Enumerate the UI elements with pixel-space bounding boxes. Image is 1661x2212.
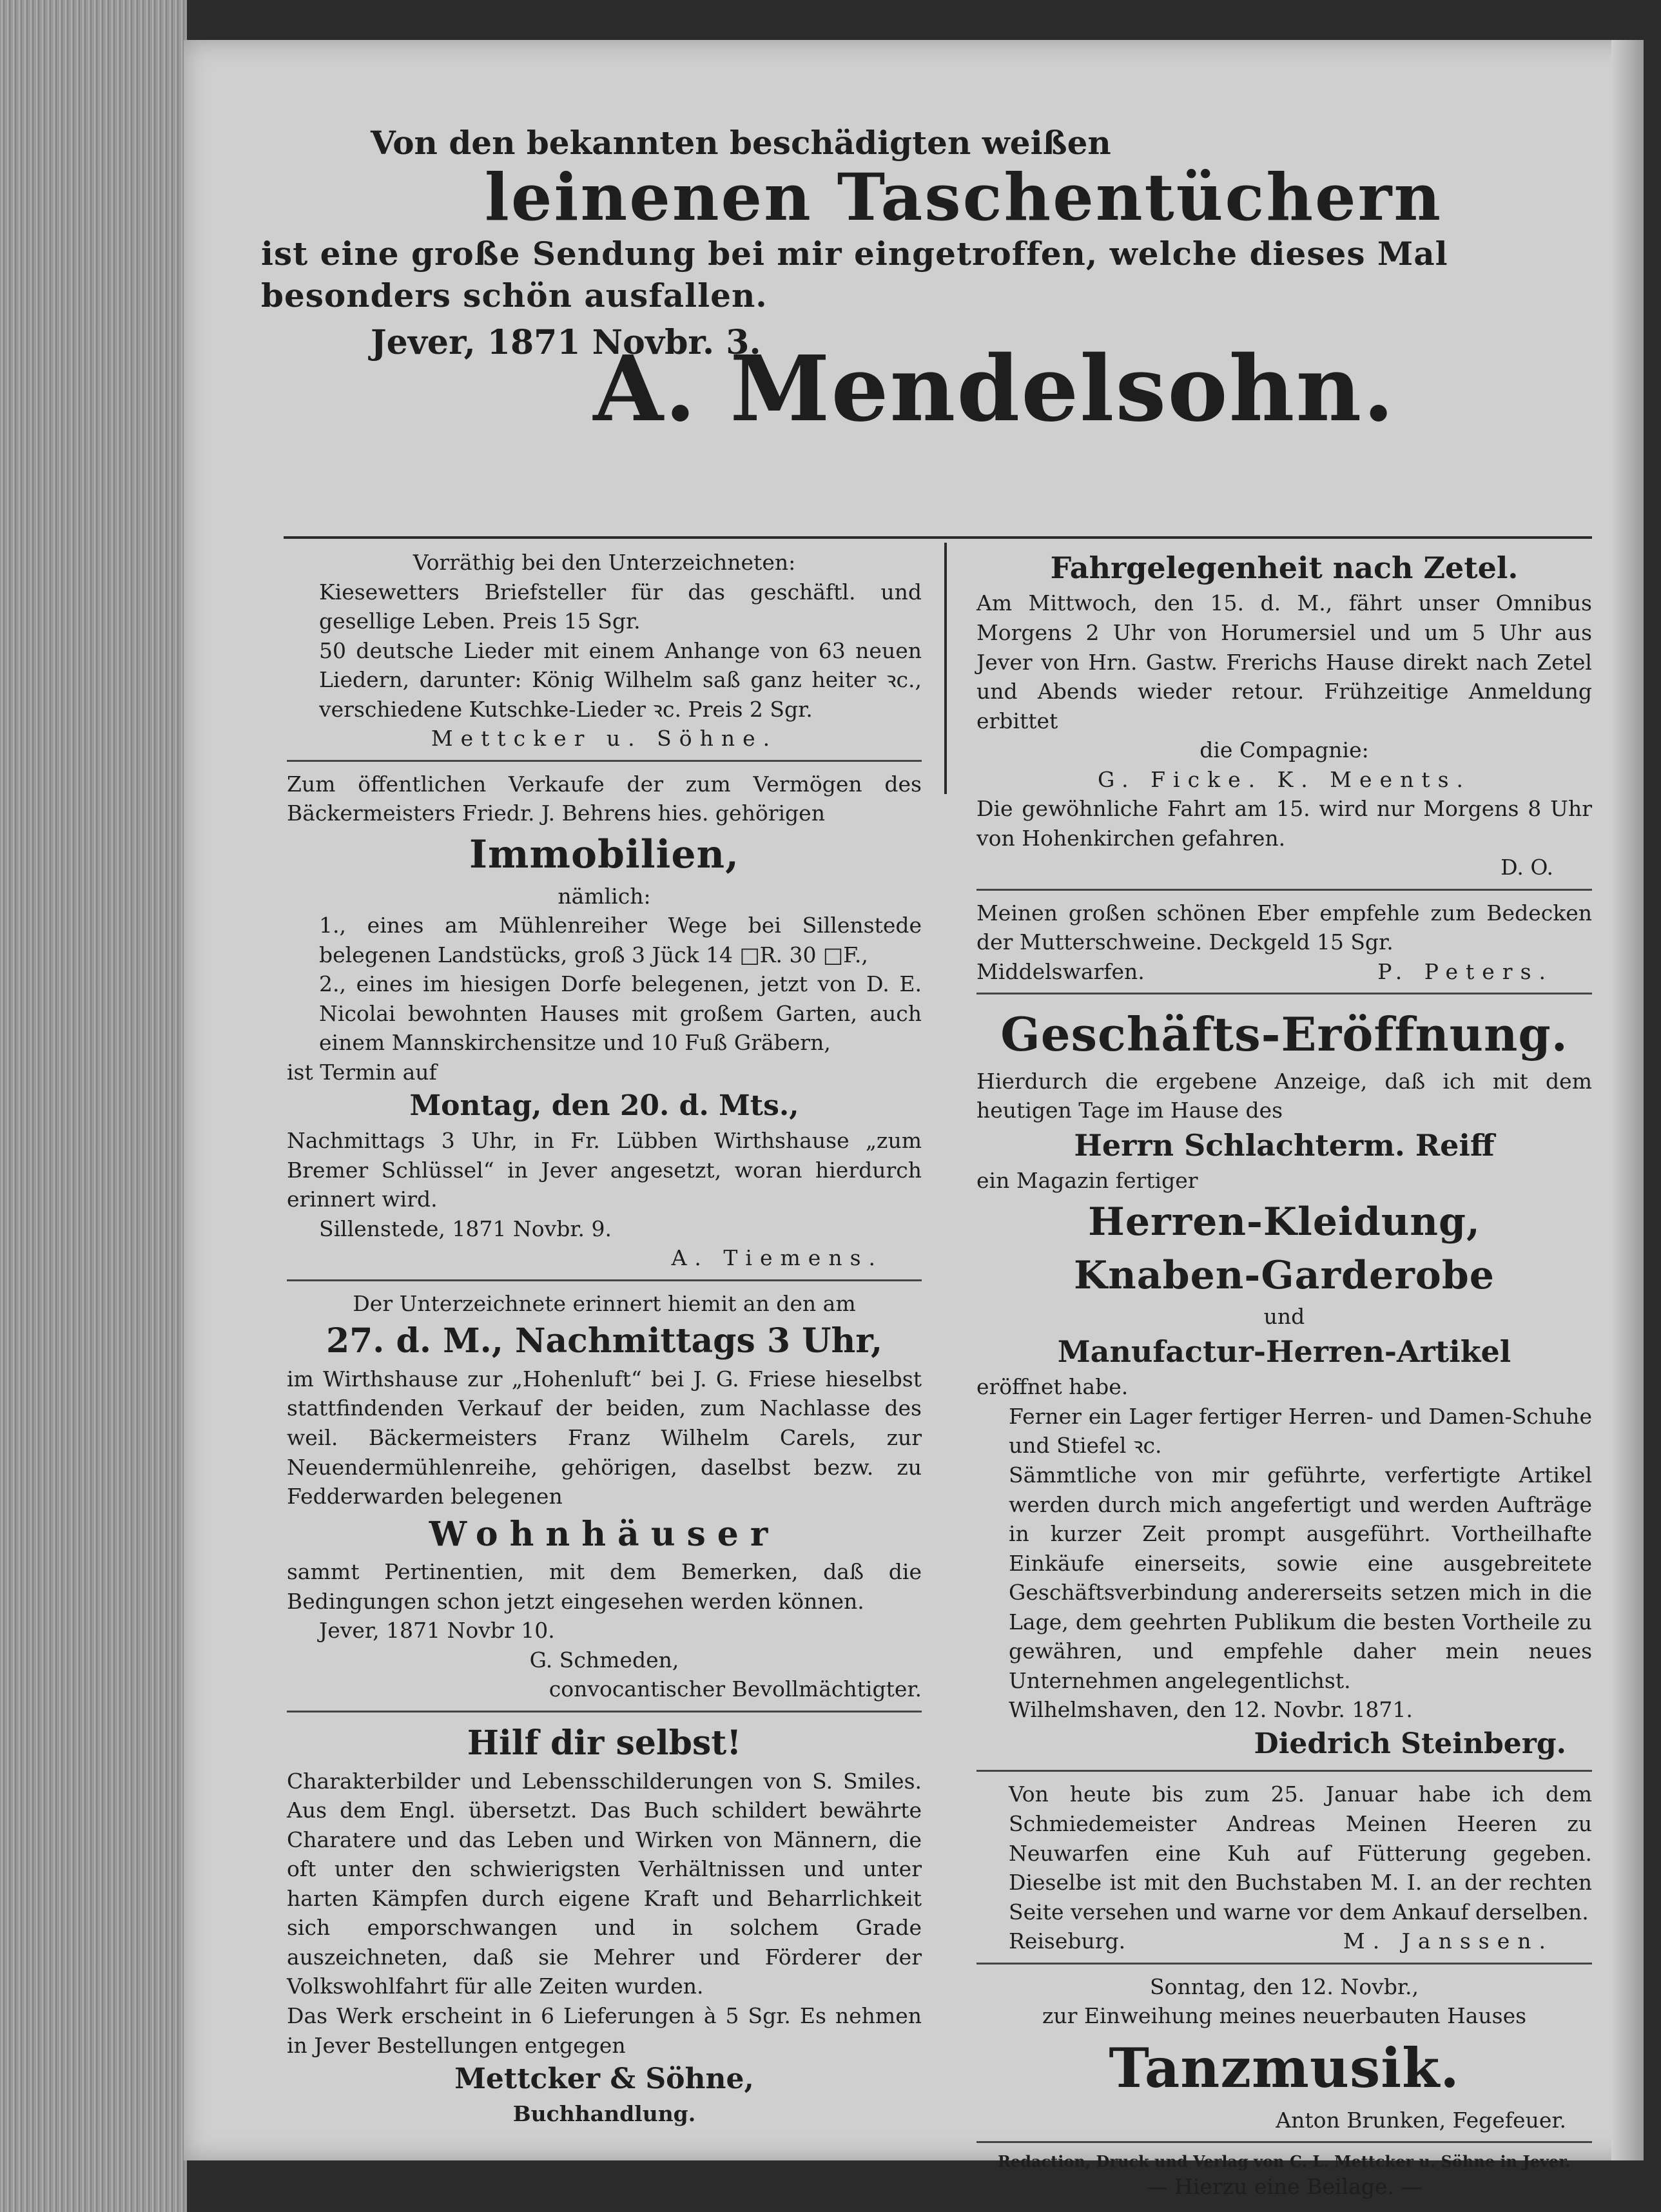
section-divider	[284, 536, 1592, 539]
ad-text: Nachmittags 3 Uhr, in Fr. Lübben Wirthshause „zum Bremer Schlüssel“ in Jever angesetzt, woran hierdurch erinnert wird.	[287, 1128, 922, 1212]
ad-eber	[976, 895, 1592, 995]
book-page-edges	[0, 0, 187, 2212]
ad-text: 50 deutsche Lieder mit einem Anhange von 63 neuen Liedern, darunter: König Wilhelm saß ganz heiter ꝛc., verschiedene Kutschke-Lieder ꝛc. Preis 2 Sgr.	[319, 637, 922, 722]
ad-text: Meinen großen schönen Eber empfehle zum Bedecken der Mutterschweine. Deckgeld 15 Sgr.	[976, 900, 1592, 955]
ad-immobilien	[287, 766, 922, 1281]
ad-signature: P. Peters.	[1377, 958, 1553, 984]
ad-fahrgelegenheit	[976, 544, 1592, 891]
ad-text: ein Magazin fertiger	[976, 1168, 1198, 1194]
ad-place: Reiseburg.	[1009, 1928, 1126, 1954]
ad-signature: Anton Brunken, Fegefeuer.	[1276, 2107, 1566, 2133]
ad-text: 2., eines im hiesigen Dorfe belegenen, jetzt von D. E. Nicolai bewohnten Hauses mit großem Garten, auch einem Mannskirchensitze und 10 Fuß Gräbern,	[319, 971, 922, 1056]
ad-signature: D. O.	[1501, 855, 1553, 880]
ad-tanzmusik	[976, 1968, 1592, 2144]
ad-signature: G. Schmeden,	[529, 1647, 679, 1673]
ad-headline: Immobilien,	[469, 831, 740, 877]
ad-text: eröffnet habe.	[976, 1374, 1129, 1400]
ad-signature-title: Buchhandlung.	[512, 2100, 696, 2126]
ad-hilf-dir-selbst	[287, 1716, 922, 2135]
ad-text: im Wirthshause zur „Hohenluft“ bei J. G. Friese hieselbst stattfindenden Verkauf der beiden, zum Nachlasse des weil. Bäckermeisters Franz Wilhelm Carels, zur Neuendermühlenreihe, gehörigen, daselbst bezw. zu Fedderwarden belegenen	[287, 1366, 922, 1509]
ad-signature-title: convocantischer Bevollmächtigter.	[549, 1676, 922, 1702]
ad-headline: Knaben-Garderobe	[1074, 1252, 1495, 1298]
ad-kuh-fuetterung	[976, 1776, 1592, 1964]
ad-text: und	[1263, 1304, 1305, 1330]
ad-signature: A. Tiemens.	[671, 1245, 883, 1271]
ad-text: ist Termin auf	[287, 1059, 437, 1085]
top-ad-date: Jever, 1871 Novbr. 3.	[371, 323, 761, 362]
ad-kiesewetter	[287, 544, 922, 762]
ad-headline: Fahrgelegenheit nach Zetel.	[1050, 550, 1519, 585]
ad-signature: Diedrich Steinberg.	[1254, 1727, 1566, 1760]
ad-headline: Herrn Schlachterm. Reiff	[1074, 1127, 1495, 1163]
ad-text: Charakterbilder und Lebensschilderungen von S. Smiles. Aus dem Engl. übersetzt. Das Buch schildert bewährte Charatere und das Leben und Wirken von Männern, die oft unter den schwierigsten Verhältnissen und unter harten Kämpfen durch eigene Kraft und Beharrlichkeit sich emporschwangen und in solchem Grade auszeichneten, daß sie Mehrer und Förderer der Volkswohlfahrt für alle Zeiten wurden.	[287, 1768, 922, 1999]
ad-headline: Wohnhäuser	[429, 1514, 780, 1554]
supplement-note: — Hierzu eine Beilage. —	[1146, 2174, 1423, 2200]
page-right-edge	[1611, 40, 1644, 2160]
ad-signature: Mettcker u. Söhne.	[431, 726, 778, 752]
ad-place: Middelswarfen.	[976, 958, 1145, 984]
column-divider	[944, 543, 947, 794]
ad-headline: 27. d. M., Nachmittags 3 Uhr,	[325, 1321, 883, 1361]
ad-headline: Geschäfts-Eröffnung.	[1000, 1007, 1568, 1062]
ad-date: Wilhelmshaven, den 12. Novbr. 1871.	[1009, 1697, 1413, 1723]
ad-headline: Manufactur-Herren-Artikel	[1057, 1334, 1511, 1369]
ad-signature: Mettcker & Söhne,	[454, 2062, 754, 2096]
ad-headline: Hilf dir selbst!	[467, 1723, 742, 1763]
ad-text: Am Mittwoch, den 15. d. M., fährt unser Omnibus Morgens 2 Uhr von Horumersiel und um 5 Uhr aus Jever von Hrn. Gastw. Frerichs Hause direkt nach Zetel und Abends wieder retour. Frühzeitige Anmeldung erbittet	[976, 590, 1592, 733]
ad-text: Hierdurch die ergebene Anzeige, daß ich mit dem heutigen Tage im Hause des	[976, 1068, 1592, 1123]
ad-text: Von heute bis zum 25. Januar habe ich dem Schmiedemeister Andreas Meinen Heeren zu Neuwarfen eine Kuh auf Fütterung gegeben. Dieselbe ist mit den Buchstaben M. I. an der rechten Seite versehen und warne vor dem Ankauf derselben.	[1009, 1781, 1592, 1925]
ad-signature: G. Ficke. K. Meents.	[1097, 766, 1472, 792]
ad-text: Der Unterzeichnete erinnert hiemit an den am	[353, 1290, 856, 1316]
ad-geschaefts-eroeffnung	[976, 998, 1592, 1772]
ad-headline: Tanzmusik.	[1109, 2035, 1460, 2100]
ad-signature: M. Janssen.	[1343, 1928, 1553, 1954]
imprint: Redaction, Druck und Verlag von C. L. Mettcker u. Söhne in Jever.	[997, 2152, 1571, 2171]
top-ad-signature: A. Mendelsohn.	[593, 336, 1395, 442]
newspaper-page	[184, 40, 1644, 2200]
ad-text: 1., eines am Mühlenreiher Wege bei Sillenstede belegenen Landstücks, groß 3 Jück 14 □R. 30 □F.,	[319, 913, 922, 967]
ad-text: zur Einweihung meines neuerbauten Hauses	[1042, 2003, 1527, 2029]
ad-text: Sämmtliche von mir geführte, verfertigte Artikel werden durch mich angefertigt und werden Aufträge in kurzer Zeit prompt ausgeführt. Vortheilhafte Einkäufe einerseits, sowie eine ausgebreitete Geschäftsverbindung andererseits setzen mich in die Lage, dem geehrten Publikum die besten Vortheile zu gewähren, und empfehle daher mein neues Unternehmen angelegentlichst.	[1009, 1462, 1592, 1693]
right-column	[976, 544, 1592, 2212]
page-footer	[976, 2147, 1592, 2208]
ad-wohnhaeuser	[287, 1285, 922, 1712]
ad-text: Zum öffentlichen Verkaufe der zum Vermögen des Bäckermeisters Friedr. J. Behrens hies. gehörigen	[287, 771, 922, 826]
ad-text: Kiesewetters Briefsteller für das geschäftl. und gesellige Leben. Preis 15 Sgr.	[319, 579, 922, 634]
top-ad-headline: leinenen Taschentüchern	[484, 159, 1443, 235]
ad-date: Sonntag, den 12. Novbr.,	[1149, 1974, 1419, 1999]
ad-text: Die gewöhnliche Fahrt am 15. wird nur Morgens 8 Uhr von Hohenkirchen gefahren.	[976, 796, 1592, 851]
ad-date: Sillenstede, 1871 Novbr. 9.	[319, 1216, 612, 1241]
top-advertisement	[261, 124, 1563, 442]
ad-text: sammt Pertinentien, mit dem Bemerken, daß die Bedingungen schon jetzt eingesehen werden können.	[287, 1559, 922, 1614]
ad-text: Das Werk erscheint in 6 Lieferungen à 5 Sgr. Es nehmen in Jever Bestellungen entgegen	[287, 2003, 922, 2058]
left-column	[287, 544, 922, 2139]
ad-date: Jever, 1871 Novbr 10.	[319, 1618, 555, 1644]
ad-headline: Montag, den 20. d. Mts.,	[409, 1089, 799, 1123]
top-ad-text: ist eine große Sendung bei mir eingetroffen, welche dieses Mal besonders schön ausfallen.	[261, 235, 1448, 315]
ad-text: die Compagnie:	[1200, 737, 1369, 763]
ad-text: Vorräthig bei den Unterzeichneten:	[413, 550, 796, 575]
ad-headline: Herren-Kleidung,	[1088, 1199, 1481, 1245]
ad-text: Ferner ein Lager fertiger Herren- und Damen-Schuhe und Stiefel ꝛc.	[1009, 1403, 1592, 1459]
top-ad-line-1: Von den bekannten beschädigten weißen	[371, 124, 1111, 162]
ad-text: nämlich:	[558, 883, 651, 909]
